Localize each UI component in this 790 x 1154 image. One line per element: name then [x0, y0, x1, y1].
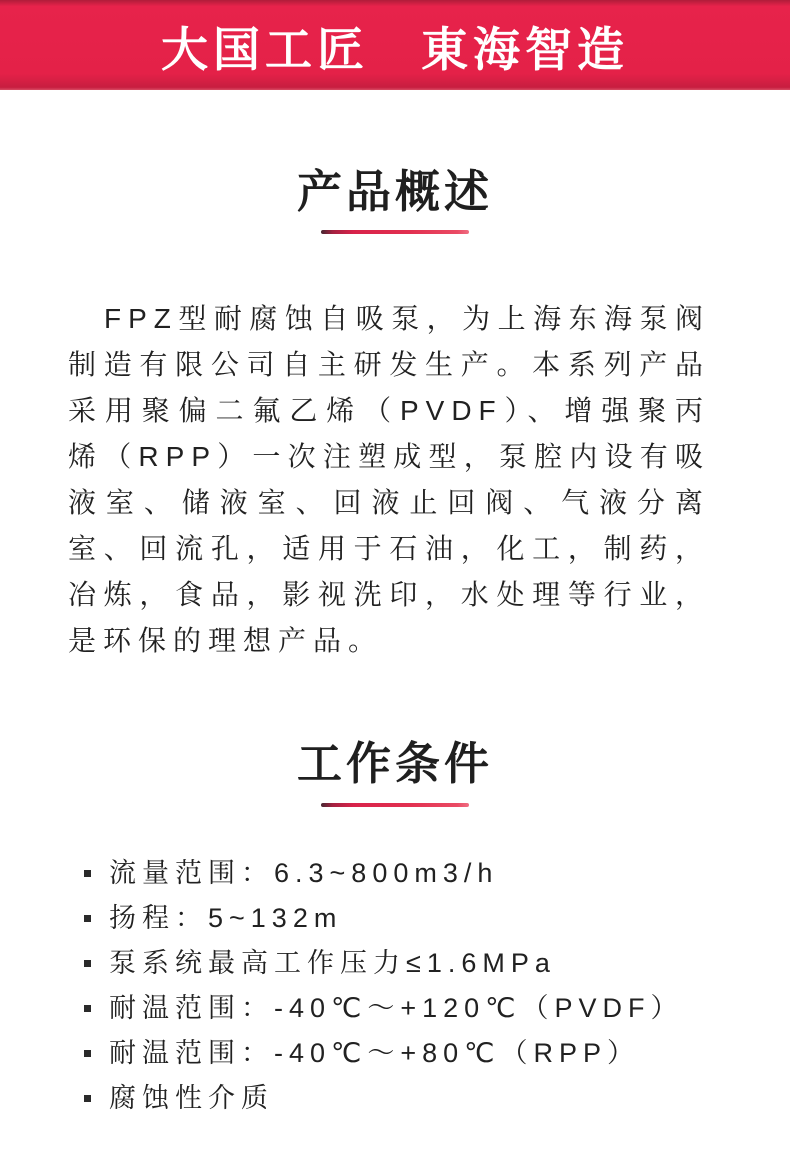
condition-item-temp-range-rpp [84, 1037, 790, 1069]
working-conditions-title: 工作条件 [296, 738, 493, 790]
working-conditions-section [0, 740, 790, 1113]
header-banner [0, 0, 790, 90]
banner-title: 大国工匠 東海智造 [161, 22, 629, 76]
condition-item-corrosive-media [84, 1082, 790, 1114]
overview-paragraph: FPZ型耐腐蚀自吸泵，为上海东海泵阀制造有限公司自主研发生产。本系列产品采用聚偏二氟乙烯（PVDF）、增强聚丙烯（RPP）一次注塑成型，泵腔内设有吸液室、储液室、回液止回阀、气液分离室、回流孔，适用于石油，化工，制药，冶炼，食品，影视洗印，水处理等行业，是环保的理想产品。 [68, 303, 710, 657]
condition-item-text: 耐温范围：-40℃～+120℃（PVDF） [109, 992, 684, 1023]
bullet-icon [84, 870, 91, 877]
bullet-icon [84, 960, 91, 967]
condition-item-text: 泵系统最高工作压力≤1.6MPa [109, 947, 556, 978]
bullet-icon [84, 915, 91, 922]
working-conditions-list [0, 857, 790, 1114]
condition-item-flow-range [84, 857, 790, 889]
condition-item-max-pressure [84, 947, 790, 979]
condition-item-head [84, 902, 790, 934]
bullet-icon [84, 1095, 91, 1102]
condition-item-text: 扬程：5~132m [109, 902, 343, 933]
condition-item-text: 流量范围：6.3~800m3/h [109, 857, 499, 888]
working-conditions-title-underline [321, 803, 469, 807]
condition-item-text: 耐温范围：-40℃～+80℃（RPP） [109, 1037, 640, 1068]
overview-section [0, 168, 790, 664]
overview-title-underline [321, 230, 469, 234]
bullet-icon [84, 1005, 91, 1012]
overview-title: 产品概述 [296, 166, 493, 217]
bullet-icon [84, 1050, 91, 1057]
condition-item-temp-range-pvdf [84, 992, 790, 1024]
condition-item-text: 腐蚀性介质 [109, 1082, 274, 1113]
